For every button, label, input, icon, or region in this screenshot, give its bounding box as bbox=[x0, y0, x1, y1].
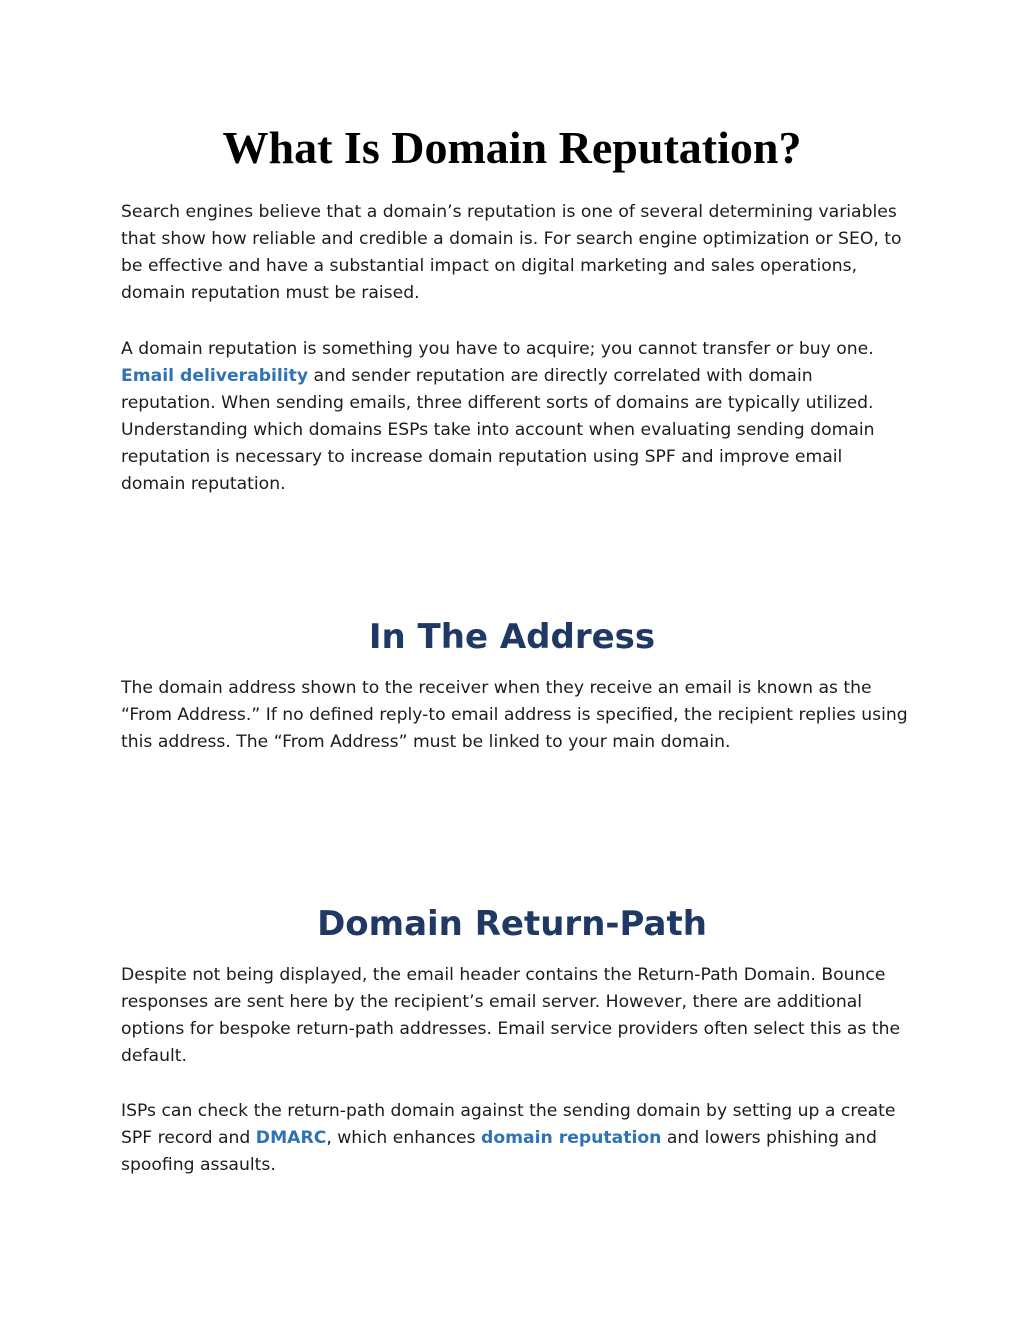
return-path-paragraph-1: Despite not being displayed, the email header contains the Return-Path Domain. Bounce responses are sent here by the recipient’s email server. However, there are additional options for bespoke return-path addresses. Email service providers often select this as the default. bbox=[121, 965, 901, 1066]
intro-paragraph-2-text-end: and sender reputation are directly correlated with domain reputation. When sending emails, three different sorts of domains are typically utilized. Understanding which domains ESPs take into account when evaluating sending domain reputation is necessary to increase domain reputation using SPF and improve email domain reputation. bbox=[121, 366, 875, 494]
domain-reputation-link[interactable]: domain reputation bbox=[481, 1128, 662, 1148]
address-paragraph: The domain address shown to the receiver when they receive an email is known as the “From Address.” If no defined reply-to email address is specified, the recipient replies using this address. The “From Address” must be linked to your main domain. bbox=[121, 678, 908, 752]
section-heading-in-the-address: In The Address bbox=[368, 617, 656, 657]
intro-paragraph-2 bbox=[121, 336, 911, 498]
email-deliverability-link[interactable]: Email deliverability bbox=[121, 366, 309, 386]
intro-paragraph-1: Search engines believe that a domain’s reputation is one of several determining variables that show how reliable and credible a domain is. For search engine optimization or SEO, to be effective and have a substantial impact on digital marketing and sales operations, domain reputation must be raised. bbox=[121, 202, 902, 303]
return-path-paragraph-2 bbox=[121, 1098, 911, 1179]
return-path-paragraph-2-text-start: ISPs can check the return-path domain against the sending domain by setting up a create SPF record and bbox=[121, 1101, 896, 1148]
return-path-paragraph-2-text-end: and lowers phishing and spoofing assaults. bbox=[121, 1128, 877, 1175]
dmarc-link[interactable]: DMARC bbox=[255, 1128, 327, 1148]
intro-paragraph-2-text-start: A domain reputation is something you have to acquire; you cannot transfer or buy one. bbox=[121, 339, 874, 359]
return-path-paragraph-2-text-middle: , which enhances bbox=[326, 1128, 482, 1148]
section-heading-domain-return-path: Domain Return-Path bbox=[317, 904, 707, 944]
page-title: What Is Domain Reputation? bbox=[222, 122, 802, 173]
